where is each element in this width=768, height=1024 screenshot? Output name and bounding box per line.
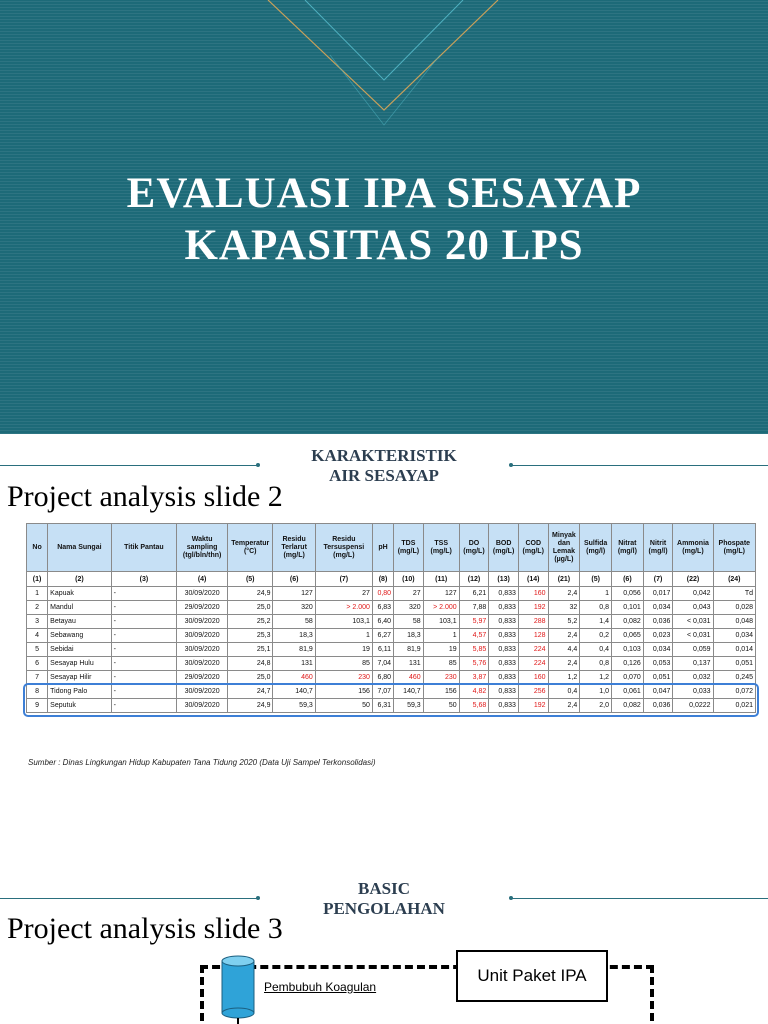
column-number-cell: (7) — [643, 572, 673, 587]
table-cell: 0,017 — [643, 587, 673, 601]
column-number-cell: (5) — [580, 572, 612, 587]
table-cell: 0,4 — [548, 685, 580, 699]
section-divider-dot-left — [256, 463, 260, 467]
table-cell: 1,4 — [580, 615, 612, 629]
table-cell: 30/09/2020 — [177, 685, 228, 699]
table-cell: - — [111, 615, 177, 629]
table-cell: 19 — [315, 643, 372, 657]
table-cell: - — [111, 643, 177, 657]
table-cell: 58 — [394, 615, 424, 629]
table-cell: 0,034 — [643, 643, 673, 657]
table-cell: 4,4 — [548, 643, 580, 657]
table-cell: 1,2 — [580, 671, 612, 685]
table-cell: 0,036 — [643, 615, 673, 629]
column-header: Residu Tersuspensi (mg/L) — [315, 524, 372, 572]
column-header: TSS (mg/L) — [423, 524, 459, 572]
table-cell: 0,043 — [673, 601, 713, 615]
table-cell: 0,059 — [673, 643, 713, 657]
column-number-cell: (5) — [228, 572, 273, 587]
table-cell: 0,833 — [489, 699, 519, 713]
table-cell: Tidong Palo — [48, 685, 111, 699]
column-header: DO (mg/L) — [459, 524, 489, 572]
table-cell: 5 — [27, 643, 48, 657]
table-cell: 1 — [423, 629, 459, 643]
table-row — [27, 587, 756, 601]
table-cell: 81,9 — [273, 643, 315, 657]
table-cell: 85 — [423, 657, 459, 671]
table-row — [27, 657, 756, 671]
table-row — [27, 601, 756, 615]
table-cell: 0,833 — [489, 643, 519, 657]
column-header: No — [27, 524, 48, 572]
column-header: Nitrat (mg/l) — [612, 524, 644, 572]
table-cell: 50 — [315, 699, 372, 713]
table-cell: 0,051 — [713, 657, 755, 671]
table-cell: 6 — [27, 657, 48, 671]
table-cell: 0,103 — [612, 643, 644, 657]
column-number-cell: (7) — [315, 572, 372, 587]
table-cell: < 0,031 — [673, 615, 713, 629]
unit-paket-ipa-box: Unit Paket IPA — [456, 950, 608, 1002]
column-number-cell: (4) — [177, 572, 228, 587]
section-title — [270, 446, 498, 486]
table-cell: 25,2 — [228, 615, 273, 629]
table-cell: 6,11 — [372, 643, 393, 657]
column-header: pH — [372, 524, 393, 572]
table-cell: 29/09/2020 — [177, 671, 228, 685]
table-cell: 30/09/2020 — [177, 657, 228, 671]
table-cell: 0,070 — [612, 671, 644, 685]
section-divider-left — [0, 465, 258, 466]
column-number-cell: (8) — [372, 572, 393, 587]
table-cell: 160 — [518, 671, 548, 685]
column-header: COD (mg/L) — [518, 524, 548, 572]
column-number-cell: (22) — [673, 572, 713, 587]
table-cell: 156 — [423, 685, 459, 699]
column-number-cell: (24) — [713, 572, 755, 587]
table-cell: Sesayap Hilir — [48, 671, 111, 685]
table-cell: 224 — [518, 643, 548, 657]
table-cell: 0,833 — [489, 629, 519, 643]
table-cell: 140,7 — [394, 685, 424, 699]
table-cell: - — [111, 671, 177, 685]
table-cell: 0,80 — [372, 587, 393, 601]
table-cell: 81,9 — [394, 643, 424, 657]
table-cell: - — [111, 587, 177, 601]
table-cell: 1,2 — [548, 671, 580, 685]
column-number-cell: (13) — [489, 572, 519, 587]
table-cell: 18,3 — [273, 629, 315, 643]
table-cell: 1 — [27, 587, 48, 601]
table-cell: 0,042 — [673, 587, 713, 601]
table-cell: 128 — [518, 629, 548, 643]
table-cell: 24,7 — [228, 685, 273, 699]
table-cell: Td — [713, 587, 755, 601]
table-cell: - — [111, 601, 177, 615]
table-cell: 4,57 — [459, 629, 489, 643]
table-cell: 224 — [518, 657, 548, 671]
column-number-cell: (3) — [111, 572, 177, 587]
table-cell: 0,833 — [489, 671, 519, 685]
table-cell: 127 — [423, 587, 459, 601]
table-cell: 27 — [315, 587, 372, 601]
table-cell: 127 — [273, 587, 315, 601]
column-number-cell: (12) — [459, 572, 489, 587]
table-cell: 5,2 — [548, 615, 580, 629]
column-header: Temperatur (°C) — [228, 524, 273, 572]
table-cell: 5,76 — [459, 657, 489, 671]
table-cell: 6,40 — [372, 615, 393, 629]
table-row — [27, 643, 756, 657]
section-divider-right — [512, 898, 768, 899]
table-cell: 131 — [273, 657, 315, 671]
table-cell: 30/09/2020 — [177, 643, 228, 657]
table-cell: 30/09/2020 — [177, 699, 228, 713]
table-cell: 7,04 — [372, 657, 393, 671]
table-cell: 0,061 — [612, 685, 644, 699]
table-cell: - — [111, 657, 177, 671]
table-cell: 0,028 — [713, 601, 755, 615]
section-divider-left — [0, 898, 258, 899]
table-cell: 320 — [394, 601, 424, 615]
table-cell: < 0,031 — [673, 629, 713, 643]
table-cell: 25,3 — [228, 629, 273, 643]
table-cell: 0,034 — [713, 629, 755, 643]
table-cell: 18,3 — [394, 629, 424, 643]
table-cell: 0,2 — [580, 629, 612, 643]
table-header-row — [27, 524, 756, 572]
table-cell: 460 — [394, 671, 424, 685]
table-cell: 0,014 — [713, 643, 755, 657]
column-header: BOD (mg/L) — [489, 524, 519, 572]
column-number-cell: (10) — [394, 572, 424, 587]
table-cell: > 2.000 — [315, 601, 372, 615]
table-cell: Kapuak — [48, 587, 111, 601]
table-cell: 6,21 — [459, 587, 489, 601]
table-cell: 4,82 — [459, 685, 489, 699]
table-cell: 160 — [518, 587, 548, 601]
table-cell: 27 — [394, 587, 424, 601]
table-cell: 1,0 — [580, 685, 612, 699]
table-cell: 6,80 — [372, 671, 393, 685]
table-cell: 5,97 — [459, 615, 489, 629]
table-cell: 460 — [273, 671, 315, 685]
table-body — [27, 587, 756, 713]
table-cell: 6,83 — [372, 601, 393, 615]
table-cell: 0,082 — [612, 699, 644, 713]
table-cell: 0,137 — [673, 657, 713, 671]
column-header: Waktu sampling (tgl/bln/thn) — [177, 524, 228, 572]
table-cell: 7,07 — [372, 685, 393, 699]
water-quality-table — [26, 523, 756, 713]
section-title-line-2: AIR SESAYAP — [329, 466, 439, 485]
table-cell: 103,1 — [423, 615, 459, 629]
table-cell: Betayau — [48, 615, 111, 629]
table-cell: 0,082 — [612, 615, 644, 629]
table-cell: Sebawang — [48, 629, 111, 643]
table-cell: 0,072 — [713, 685, 755, 699]
table-source-note: Sumber : Dinas Lingkungan Hidup Kabupaten Tana Tidung 2020 (Data Uji Sampel Terkonsolidasi) — [28, 758, 376, 767]
table-cell: Mandul — [48, 601, 111, 615]
column-number-cell: (1) — [27, 572, 48, 587]
table-cell: 19 — [423, 643, 459, 657]
table-cell: 156 — [315, 685, 372, 699]
table-cell: 0,0222 — [673, 699, 713, 713]
table-cell: 0,034 — [643, 601, 673, 615]
table-cell: 8 — [27, 685, 48, 699]
table-cell: 0,032 — [673, 671, 713, 685]
section-title — [270, 879, 498, 919]
table-cell: 140,7 — [273, 685, 315, 699]
table-cell: 24,9 — [228, 587, 273, 601]
column-header: Ammonia (mg/L) — [673, 524, 713, 572]
table-cell: 30/09/2020 — [177, 629, 228, 643]
column-number-cell: (21) — [548, 572, 580, 587]
table-cell: 0,048 — [713, 615, 755, 629]
table-cell: 1 — [315, 629, 372, 643]
process-diagram — [0, 950, 768, 1024]
table-cell: 0,047 — [643, 685, 673, 699]
title-line-2: KAPASITAS 20 LPS — [184, 222, 584, 269]
table-cell: 85 — [315, 657, 372, 671]
table-cell: 0,053 — [643, 657, 673, 671]
table-cell: 0,833 — [489, 685, 519, 699]
table-cell: 3,87 — [459, 671, 489, 685]
column-header: Phospate (mg/L) — [713, 524, 755, 572]
table-cell: - — [111, 685, 177, 699]
column-header: Sulfida (mg/l) — [580, 524, 612, 572]
presentation-title — [0, 168, 768, 272]
water-quality-table-container — [26, 523, 756, 767]
table-cell: 3 — [27, 615, 48, 629]
column-number-cell: (6) — [612, 572, 644, 587]
column-header: TDS (mg/L) — [394, 524, 424, 572]
table-cell: 0,056 — [612, 587, 644, 601]
table-cell: 7,88 — [459, 601, 489, 615]
table-cell: 0,126 — [612, 657, 644, 671]
column-number-cell: (6) — [273, 572, 315, 587]
table-cell: 32 — [548, 601, 580, 615]
section-title-line-2: PENGOLAHAN — [323, 899, 445, 918]
section-divider-right — [512, 465, 768, 466]
table-cell: 256 — [518, 685, 548, 699]
table-cell: 0,065 — [612, 629, 644, 643]
table-cell: 2,4 — [548, 629, 580, 643]
section-divider-dot-right — [509, 463, 513, 467]
table-cell: 24,9 — [228, 699, 273, 713]
section-divider-dot-right — [509, 896, 513, 900]
column-header: Nama Sungai — [48, 524, 111, 572]
table-cell: 25,1 — [228, 643, 273, 657]
table-cell: 103,1 — [315, 615, 372, 629]
table-cell: Sebidai — [48, 643, 111, 657]
column-number-cell: (2) — [48, 572, 111, 587]
table-cell: 2,4 — [548, 587, 580, 601]
table-cell: 2,4 — [548, 657, 580, 671]
slide-label-3: Project analysis slide 3 — [7, 912, 283, 945]
table-cell: 29/09/2020 — [177, 601, 228, 615]
title-slide — [0, 0, 768, 434]
table-cell: - — [111, 699, 177, 713]
table-cell: 230 — [423, 671, 459, 685]
table-cell: 25,0 — [228, 671, 273, 685]
table-cell: 0,245 — [713, 671, 755, 685]
column-number-cell: (11) — [423, 572, 459, 587]
table-cell: Sesayap Hulu — [48, 657, 111, 671]
column-header: Residu Terlarut (mg/L) — [273, 524, 315, 572]
title-line-1: EVALUASI IPA SESAYAP — [126, 170, 642, 217]
table-cell: 0,101 — [612, 601, 644, 615]
section-title-line-1: BASIC — [358, 879, 410, 898]
table-cell: 50 — [423, 699, 459, 713]
table-cell: 6,31 — [372, 699, 393, 713]
table-cell: 230 — [315, 671, 372, 685]
table-cell: 0,833 — [489, 657, 519, 671]
coagulant-tank-icon — [218, 955, 258, 1024]
table-row — [27, 699, 756, 713]
table-cell: 288 — [518, 615, 548, 629]
table-cell: 0,023 — [643, 629, 673, 643]
table-cell: 0,036 — [643, 699, 673, 713]
table-cell: 0,033 — [673, 685, 713, 699]
table-cell: > 2.000 — [423, 601, 459, 615]
slide-label-2: Project analysis slide 2 — [7, 480, 283, 513]
table-cell: 30/09/2020 — [177, 615, 228, 629]
table-cell: 0,8 — [580, 657, 612, 671]
table-cell: - — [111, 629, 177, 643]
table-cell: 192 — [518, 699, 548, 713]
table-cell: 25,0 — [228, 601, 273, 615]
table-cell: 2,0 — [580, 699, 612, 713]
column-number-cell: (14) — [518, 572, 548, 587]
table-cell: 0,021 — [713, 699, 755, 713]
table-cell: 131 — [394, 657, 424, 671]
table-cell: 5,85 — [459, 643, 489, 657]
table-cell: 0,833 — [489, 587, 519, 601]
table-cell: 1 — [580, 587, 612, 601]
table-cell: 58 — [273, 615, 315, 629]
table-cell: 5,68 — [459, 699, 489, 713]
table-column-number-row — [27, 572, 756, 587]
column-header: Minyak dan Lemak (µg/L) — [548, 524, 580, 572]
column-header: Nitrit (mg/l) — [643, 524, 673, 572]
table-cell: 2,4 — [548, 699, 580, 713]
table-cell: 59,3 — [394, 699, 424, 713]
coagulant-dosing-label: Pembubuh Koagulan — [264, 980, 377, 994]
table-cell: 320 — [273, 601, 315, 615]
table-cell: 192 — [518, 601, 548, 615]
table-cell: 24,8 — [228, 657, 273, 671]
table-cell: 0,833 — [489, 601, 519, 615]
table-cell: 6,27 — [372, 629, 393, 643]
table-cell: 59,3 — [273, 699, 315, 713]
table-row — [27, 615, 756, 629]
table-cell: 2 — [27, 601, 48, 615]
table-row — [27, 629, 756, 643]
table-cell: 0,8 — [580, 601, 612, 615]
table-row — [27, 685, 756, 699]
table-cell: 0,833 — [489, 615, 519, 629]
table-cell: 0,051 — [643, 671, 673, 685]
table-cell: Seputuk — [48, 699, 111, 713]
table-cell: 30/09/2020 — [177, 587, 228, 601]
table-cell: 7 — [27, 671, 48, 685]
table-cell: 4 — [27, 629, 48, 643]
table-cell: 0,4 — [580, 643, 612, 657]
section-divider-dot-left — [256, 896, 260, 900]
column-header: Titik Pantau — [111, 524, 177, 572]
table-cell: 9 — [27, 699, 48, 713]
section-title-line-1: KARAKTERISTIK — [311, 446, 457, 465]
table-row — [27, 671, 756, 685]
